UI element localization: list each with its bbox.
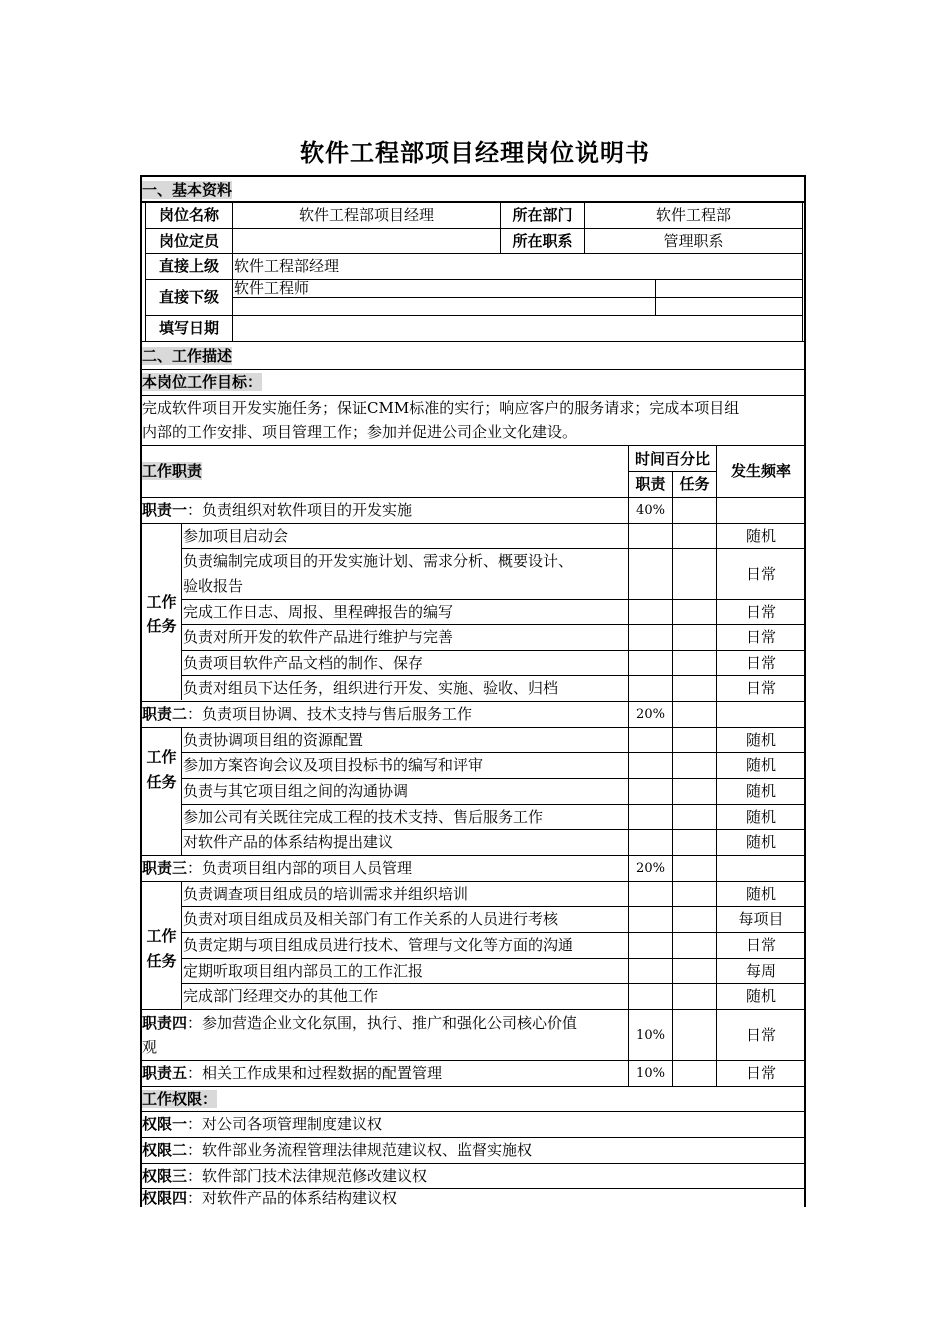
task-row: 负责协调项目组的资源配置: [183, 731, 364, 749]
task-row: 负责调查项目组成员的培训需求并组织培训: [183, 885, 469, 903]
task-freq: 随机: [745, 885, 776, 903]
task-group-label: 任务: [146, 952, 177, 970]
task-row: 负责对组员下达任务，组织进行开发、实施、验收、归档: [183, 679, 559, 697]
date-value: [234, 316, 794, 341]
task-freq: 随机: [745, 987, 776, 1005]
task-label-divider: [181, 523, 182, 700]
divider: [140, 1009, 806, 1010]
task-row: 完成部门经理交办的其他工作: [183, 987, 379, 1005]
task-row: 负责与其它项目组之间的沟通协调: [183, 782, 409, 800]
duty-pct: 40%: [636, 503, 665, 518]
duty-prefix: 职责五: [142, 1064, 188, 1082]
duty-text: ：参加营造企业文化氛围，执行、推广和强化公司核心价值: [187, 1014, 578, 1032]
authority-row: [142, 1112, 802, 1137]
duty-row-cont: 观: [142, 1038, 158, 1056]
duty-freq: 日常: [745, 1026, 776, 1044]
divider: [140, 341, 806, 342]
duty-pct: 20%: [636, 707, 665, 722]
position-name-value: 软件工程部项目经理: [298, 206, 434, 224]
authority-text: ：软件部业务流程管理法律规范建议权、监督实施权: [187, 1141, 533, 1159]
goal-heading: [142, 370, 802, 395]
authority-row: [142, 1187, 802, 1207]
task-col-divider: [672, 472, 673, 1086]
task-freq: 随机: [745, 808, 776, 826]
task-row: 对软件产品的体系结构提出建议: [183, 833, 394, 851]
goal-text-line1: 完成软件项目开发实施任务；保证CMM标准的实行；响应客户的服务请求；完成本项目组: [142, 399, 740, 417]
task-freq: 日常: [745, 628, 776, 646]
authority-prefix: 权限三: [142, 1167, 188, 1185]
time-pct-header: 时间百分比: [634, 450, 710, 468]
task-freq: 日常: [745, 679, 776, 697]
task-label-divider: [181, 881, 182, 1009]
duty-text: ：负责组织对软件项目的开发实施: [187, 501, 413, 519]
authority-prefix: 权限一: [142, 1115, 188, 1133]
position-name-label: 岗位名称: [158, 206, 219, 224]
dept-value: 软件工程部: [655, 206, 731, 224]
superior-label: 直接上级: [158, 257, 219, 275]
task-row: 参加方案咨询会议及项目投标书的编写和评审: [183, 756, 484, 774]
date-label: 填写日期: [158, 319, 219, 337]
task-freq: 随机: [745, 527, 776, 545]
duty-pct: 10%: [636, 1066, 665, 1081]
task-row: 参加公司有关既往完成工程的技术支持、售后服务工作: [183, 808, 544, 826]
duty-row: [142, 1011, 628, 1036]
task-group-label: 任务: [146, 617, 177, 635]
duty-prefix: 职责四: [142, 1014, 188, 1032]
authority-label: 工作权限：: [142, 1090, 218, 1108]
task-row: 负责对项目组成员及相关部门有工作关系的人员进行考核: [183, 910, 559, 928]
task-freq: 随机: [745, 782, 776, 800]
task-freq: 随机: [745, 756, 776, 774]
subordinate-value: 软件工程师: [234, 279, 310, 297]
task-freq: 随机: [745, 731, 776, 749]
series-value: 管理职系: [663, 232, 724, 250]
divider: [140, 445, 806, 446]
authority-text: ：对软件产品的体系结构建议权: [187, 1189, 398, 1207]
task-row: 负责编制完成项目的开发实施计划、需求分析、概要设计、: [183, 552, 574, 570]
duty-row: [142, 702, 627, 727]
section-desc-label: 二、工作描述: [142, 347, 233, 365]
duty-prefix: 职责三: [142, 859, 188, 877]
duty-text: ：负责项目组内部的项目人员管理: [187, 859, 413, 877]
task-row: 定期听取项目组内部员工的工作汇报: [183, 962, 424, 980]
section-desc-heading: [142, 344, 802, 368]
duty-row: [142, 498, 627, 523]
duties-heading: [142, 459, 622, 484]
task-freq: 每周: [745, 962, 776, 980]
authority-prefix: 权限四: [142, 1189, 188, 1207]
freq-header: 发生频率: [730, 462, 791, 480]
authority-heading: [142, 1087, 802, 1112]
task-freq: 日常: [745, 603, 776, 621]
goal-text-line2: 内部的工作安排、项目管理工作；参加并促进公司企业文化建设。: [142, 423, 578, 441]
task-row: 负责项目软件产品文档的制作、保存: [183, 654, 424, 672]
series-label: 所在职系: [512, 232, 573, 250]
pct-col-divider: [628, 446, 629, 1086]
inner-border-right: [802, 203, 803, 341]
authority-row: [142, 1138, 802, 1163]
task-label-divider: [181, 727, 182, 855]
task-row: 参加项目启动会: [183, 527, 289, 545]
task-row: 负责定期与项目组成员进行技术、管理与文化等方面的沟通: [183, 936, 574, 954]
task-freq: 日常: [745, 936, 776, 954]
authority-text: ：软件部门技术法律规范修改建议权: [187, 1167, 428, 1185]
section-basic-label: 一、基本资料: [142, 181, 233, 199]
task-row: 负责对所开发的软件产品进行维护与完善: [183, 628, 454, 646]
superior-value: 软件工程部经理: [234, 257, 340, 275]
duty-prefix: 职责一: [142, 501, 188, 519]
task-row-cont: 验收报告: [183, 577, 244, 595]
task-group-label: 工作: [146, 593, 177, 611]
duty-text: ：负责项目协调、技术支持与售后服务工作: [187, 705, 473, 723]
goal-label: 本岗位工作目标：: [142, 373, 263, 391]
subordinate-label: 直接下级: [158, 288, 219, 306]
task-group-label: 任务: [146, 773, 177, 791]
dept-label: 所在部门: [512, 206, 573, 224]
duty-text: ：相关工作成果和过程数据的配置管理: [187, 1064, 443, 1082]
task-freq: 日常: [745, 654, 776, 672]
task-row: 完成工作日志、周报、里程碑报告的编写: [183, 603, 454, 621]
duty-pct: 10%: [636, 1028, 665, 1043]
task-group-label: 工作: [146, 927, 177, 945]
authority-text: ：对公司各项管理制度建议权: [187, 1115, 383, 1133]
page-title: 软件工程部项目经理岗位说明书: [300, 139, 650, 167]
duty-pct: 20%: [636, 861, 665, 876]
authority-prefix: 权限二: [142, 1141, 188, 1159]
duty-prefix: 职责二: [142, 705, 188, 723]
task-freq: 每项目: [738, 910, 784, 928]
duty-row: [142, 1061, 627, 1086]
staff-value: [233, 229, 500, 253]
staff-label: 岗位定员: [158, 232, 219, 250]
task-col-header: 任务: [679, 475, 710, 493]
task-freq: 日常: [745, 565, 776, 583]
duty-freq: 日常: [745, 1064, 776, 1082]
task-group-label: 工作: [146, 748, 177, 766]
authority-row: [142, 1164, 802, 1189]
section-basic-heading: [142, 178, 802, 202]
duties-label: 工作职责: [142, 462, 203, 480]
task-freq: 随机: [745, 833, 776, 851]
duty-col-header: 职责: [635, 475, 666, 493]
duty-row: [142, 856, 627, 881]
